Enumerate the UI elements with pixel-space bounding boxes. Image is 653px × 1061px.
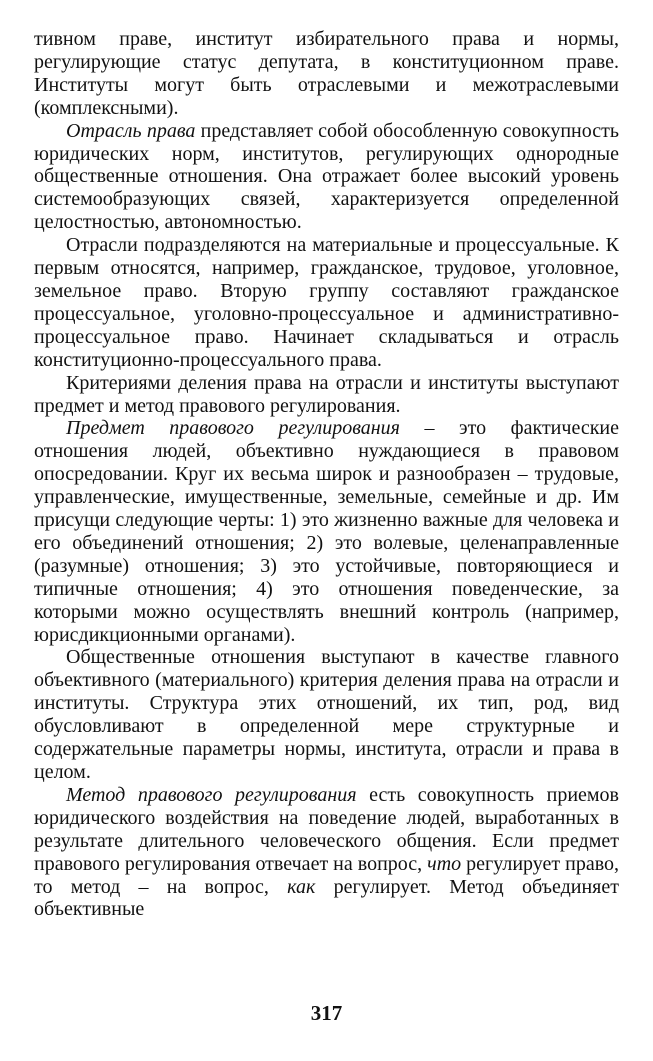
paragraph-social-relations (34, 646, 619, 783)
italic-term: как (287, 875, 316, 898)
text-run: регулирует право, то метод – на вопрос, (34, 852, 620, 898)
text-run: – это фактические отношения людей, объективно нуждающиеся в правовом опосредовании. Круг их весьма широк и разнообразен – трудовые, управленческие, имущественные, земельные, семейные и др. Им присущи следующие черты: 1) это жизненно важные для человека и его объединений отношения; 2) это волевые, целенаправленные (разумные) отношения; 3) это устойчивые, повторяющиеся и типичные отношения; 4) это отношения поведенческие, за которыми можно осуществлять внешний контроль (например, юрисдикционными органами). (34, 417, 619, 646)
text-run: Критериями деления права на отрасли и институты выступают предмет и метод правового регулирования. (34, 371, 619, 417)
italic-term: что (427, 852, 462, 875)
text-run: регулирует. Метод объединяет объективные (34, 875, 619, 921)
italic-term: Предмет правового регулирования (66, 417, 400, 440)
paragraph-branch-definition (34, 120, 619, 235)
text-run: Отрасли подразделяются на материальные и процессуальные. К первым относятся, например, гражданское, трудовое, уголовное, земельное право. Вторую группу составляют гражданское процессуальное, уголовно-процессуальное и административно-процессуальное право. Начинает складываться и отрасль конституционно-процессуального права. (34, 234, 619, 371)
italic-term: Отрасль права (66, 119, 196, 142)
text-run: Общественные отношения выступают в качестве главного объективного (материального) критерия деления права на отрасли и институты. Структура этих отношений, их тип, род, вид обусловливают в определенной мере структурные и содержательные параметры нормы, института, отрасли и права в целом. (34, 646, 619, 783)
paragraph-method (34, 784, 619, 921)
paragraph-criteria (34, 372, 619, 418)
paragraph-branch-types (34, 234, 619, 371)
text-run: тивном праве, институт избирательного права и нормы, регулирующие статус депутата, в конституционном праве. Институты могут быть отраслевыми и межотраслевыми (комплексными). (34, 28, 619, 119)
paragraph-subject (34, 417, 619, 646)
italic-term: Метод правового регулирования (66, 783, 357, 806)
paragraph-continuation (34, 28, 619, 120)
page-number: 317 (310, 1001, 343, 1025)
page-body-text (34, 28, 619, 921)
text-run: представляет собой обособленную совокупность юридических норм, институтов, регулирующих однородные общественные отношения. Она отражает более высокий уровень системообразующих связей, характеризуется определенной целостностью, автономностью. (34, 119, 619, 234)
text-run: есть совокупность приемов юридического воздействия на поведение людей, выработанных в результате длительного человеческого общения. Если предмет правового регулирования отвечает на вопрос, (34, 783, 619, 875)
